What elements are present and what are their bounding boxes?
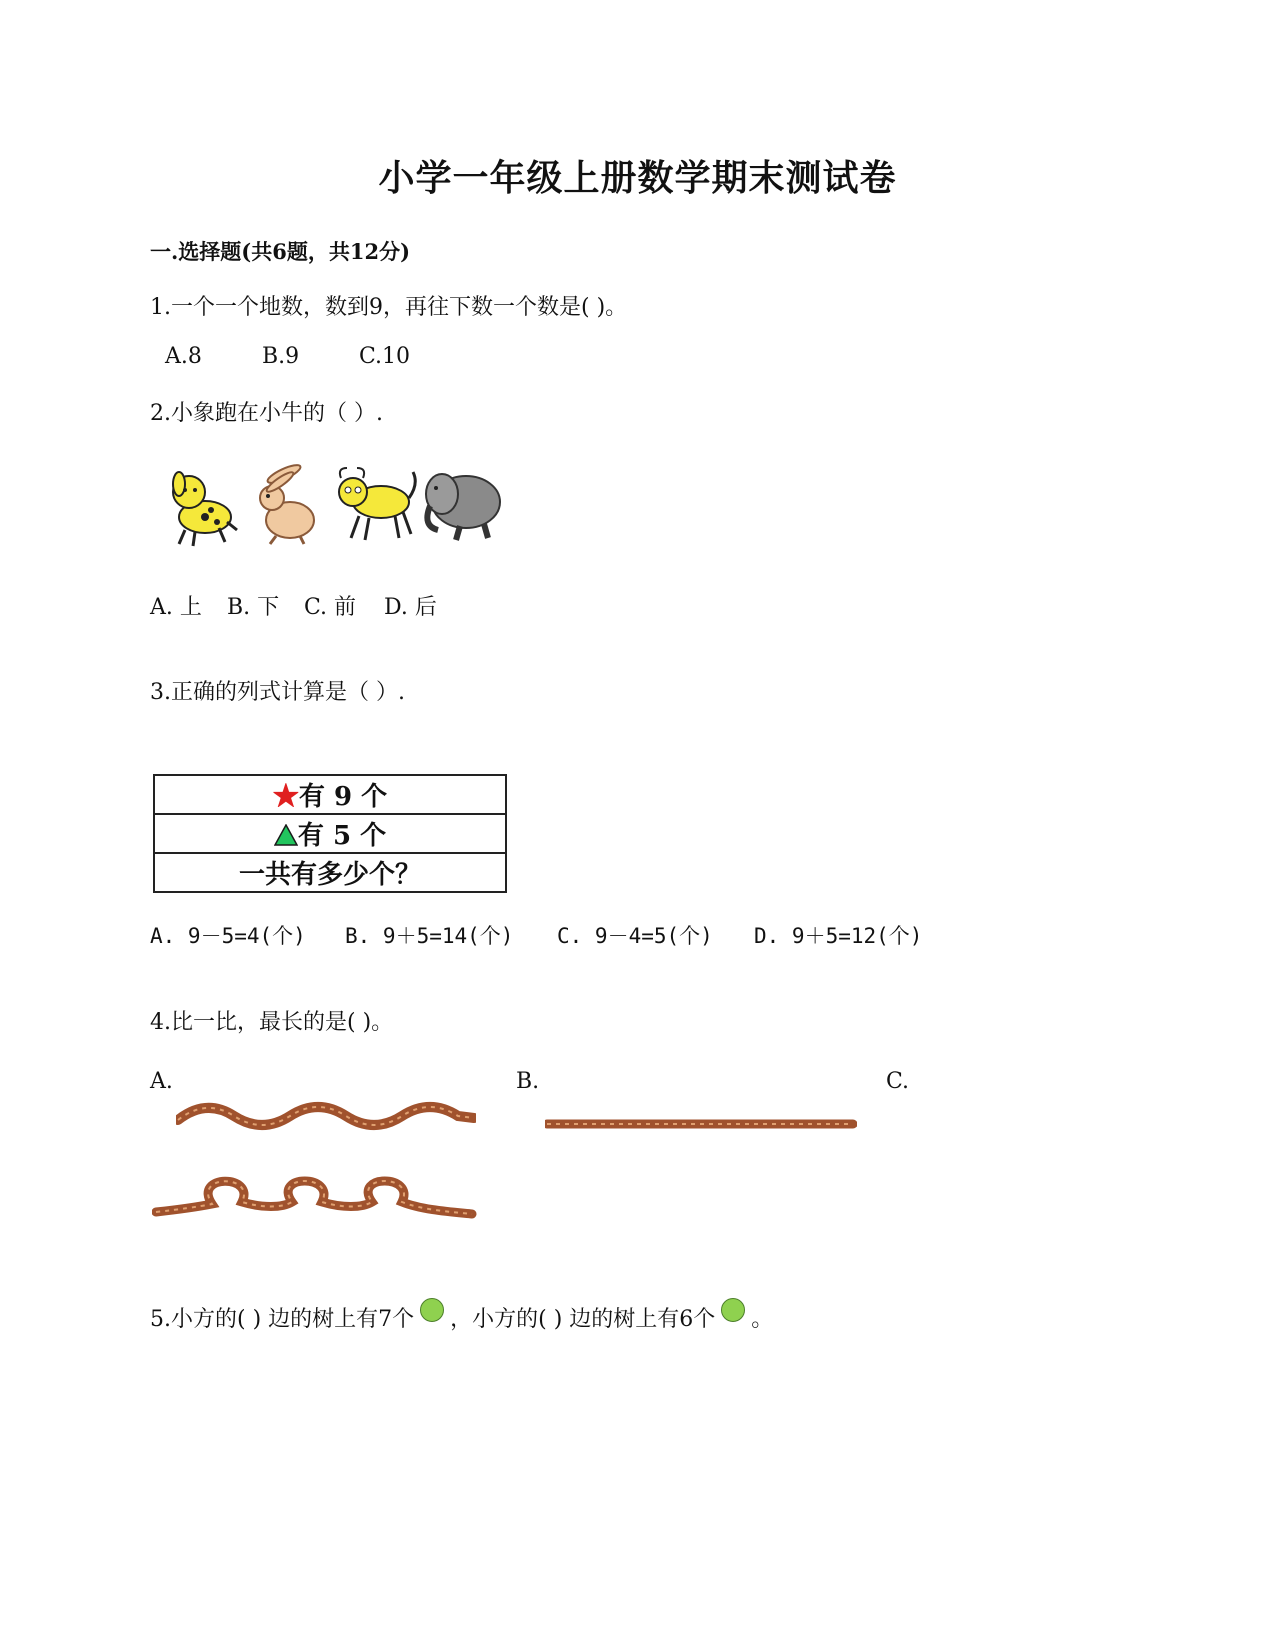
q2-option-c: C. 前 <box>304 595 357 620</box>
straight-rope-b <box>545 1115 857 1133</box>
rabbit-icon <box>260 462 314 544</box>
q3-option-c: C. 9－4=5(个) <box>557 924 713 948</box>
animals-illustration <box>165 462 535 552</box>
q4-option-a-label: A. <box>150 1069 173 1094</box>
q2-option-b: B. 下 <box>227 595 280 620</box>
cow-icon <box>339 468 415 540</box>
wavy-rope-a <box>176 1094 476 1138</box>
question-1-text: 1.一个一个地数，数到9，再往下数一个数是( )。 <box>150 295 628 320</box>
section-heading: 一.选择题(共6题，共12分) <box>150 239 411 264</box>
row1-text: 有 9 个 <box>298 782 388 812</box>
table-cell: 一共有多少个？ <box>154 853 506 892</box>
q5-part1: 5.小方的( ) 边的树上有7个 <box>150 1307 415 1332</box>
dog-icon <box>173 472 237 546</box>
looped-rope-c <box>152 1168 477 1228</box>
triangle-icon <box>274 824 298 846</box>
q3-option-d: D. 9＋5=12(个) <box>754 924 923 948</box>
q2-option-d: D. 后 <box>384 595 437 620</box>
q2-option-a: A. 上 <box>150 595 202 620</box>
question-4-text: 4.比一比，最长的是( )。 <box>150 1010 394 1035</box>
page-title: 小学一年级上册数学期末测试卷 <box>378 157 897 199</box>
q3-option-a: A. 9－5=4(个) <box>150 924 306 948</box>
row2-text: 有 5 个 <box>297 821 387 851</box>
table-row <box>154 853 506 892</box>
q3-option-b: B. 9＋5=14(个) <box>345 924 514 948</box>
info-table <box>153 774 507 893</box>
question-2-text: 2.小象跑在小牛的（ ）. <box>150 401 383 426</box>
q4-option-b-label: B. <box>516 1069 540 1094</box>
green-ball-icon <box>721 1298 745 1322</box>
q1-option-b: B.9 <box>262 344 300 369</box>
q5-part2: ，小方的( ) 边的树上有6个 <box>450 1307 716 1332</box>
table-cell <box>154 775 506 814</box>
q4-option-c-label: C. <box>886 1069 910 1094</box>
table-row <box>154 814 506 853</box>
green-ball-icon <box>420 1298 444 1322</box>
question-5-text <box>150 1298 773 1333</box>
table-row <box>154 775 506 814</box>
question-3-text: 3.正确的列式计算是（ ）. <box>150 680 405 705</box>
q1-option-a: A.8 <box>165 344 202 369</box>
elephant-icon <box>426 474 500 540</box>
q1-option-c: C.10 <box>359 344 411 369</box>
table-cell <box>154 814 506 853</box>
star-icon: ★ <box>272 782 299 812</box>
q5-part3: 。 <box>751 1307 774 1332</box>
